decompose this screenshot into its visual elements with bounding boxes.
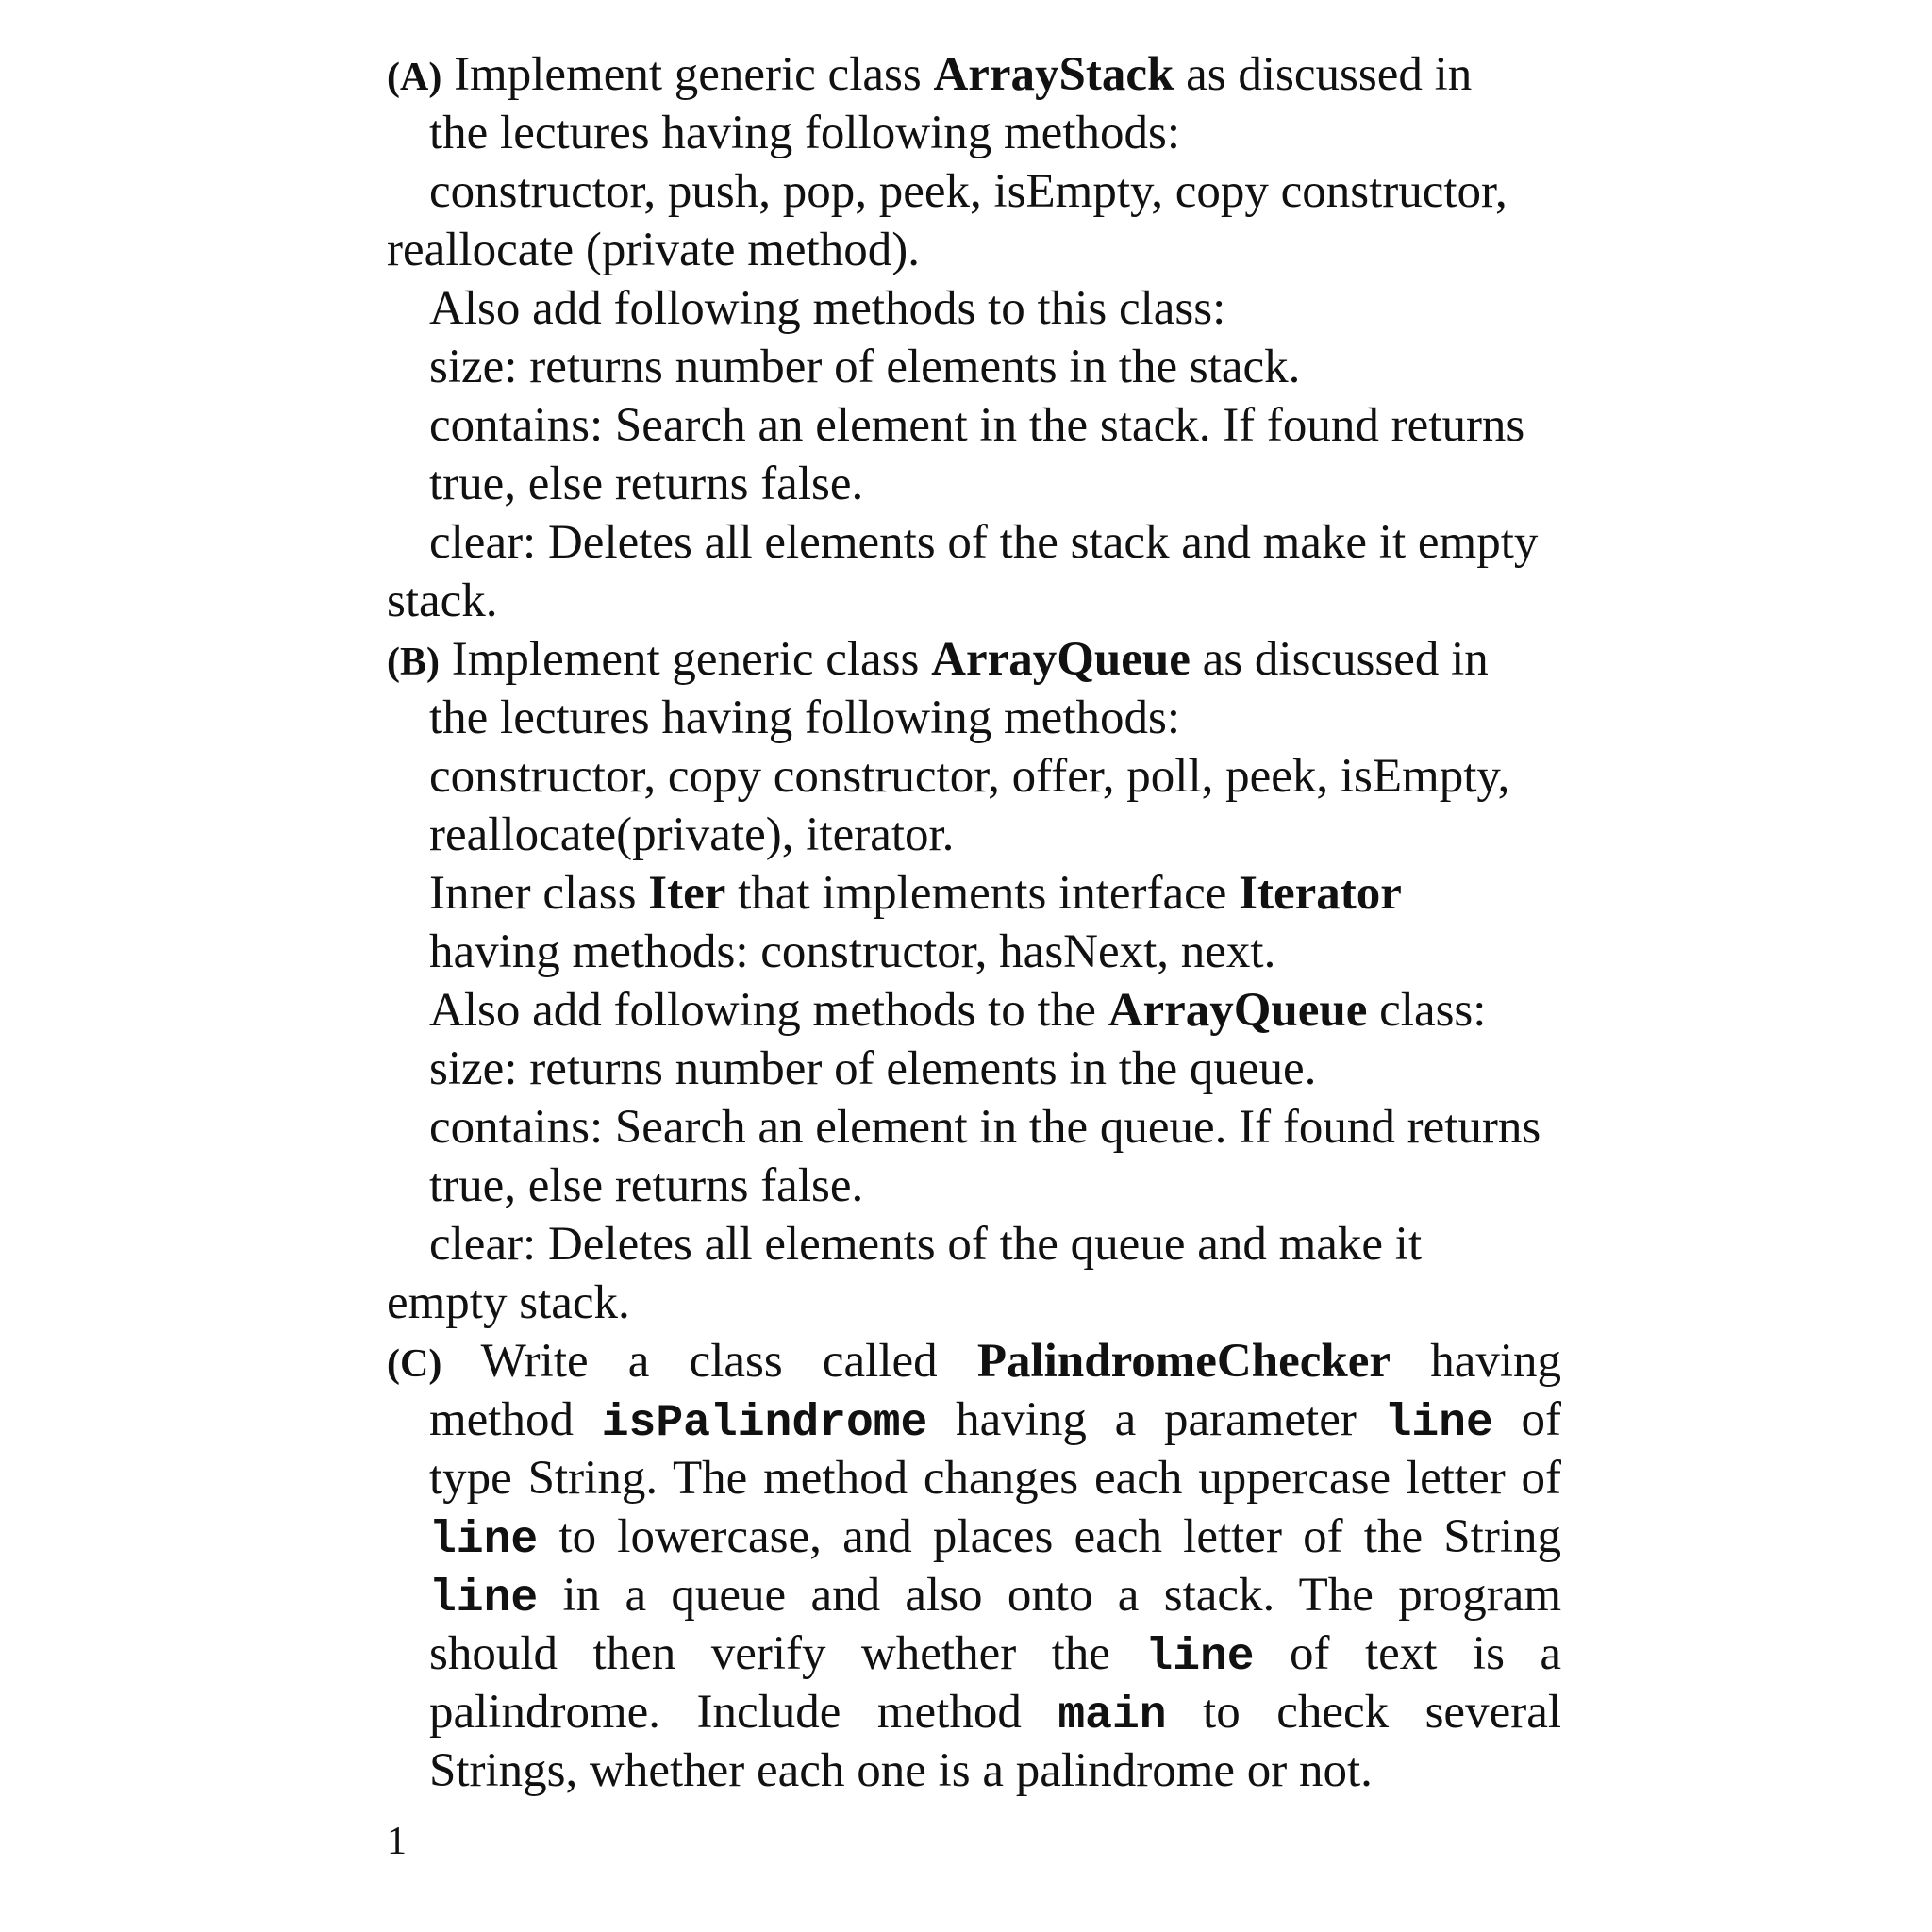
section-c-line-7 xyxy=(387,1683,1561,1741)
section-a-heading xyxy=(387,45,1561,104)
section-b-line-4: reallocate(private), iterator. xyxy=(429,808,955,861)
section-a-line-6: size: returns number of elements in the stack. xyxy=(429,341,1301,393)
section-c-line-4-text: to lowercase, and places each letter of the String xyxy=(538,1510,1561,1563)
section-c-line-5-text: in a queue and also onto a stack. The program xyxy=(538,1569,1561,1622)
section-b-line-7 xyxy=(387,981,1561,1040)
palindromechecker-class-name: PalindromeChecker xyxy=(976,1335,1391,1388)
line-param-ref: line xyxy=(1145,1632,1255,1683)
section-a-line-5: Also add following methods to this class: xyxy=(429,282,1226,335)
line-param-ref: line xyxy=(429,1574,539,1624)
section-b-line-6: having methods: constructor, hasNext, next. xyxy=(429,925,1276,978)
section-c-line-2-mid: having a parameter xyxy=(927,1393,1385,1446)
section-c-line-2-text: method xyxy=(429,1393,602,1446)
section-c-line-5 xyxy=(387,1566,1561,1624)
section-b-line-12: empty stack. xyxy=(387,1276,630,1329)
section-a-intro-text: Implement generic class xyxy=(441,48,934,101)
section-a-line-4: reallocate (private method). xyxy=(387,224,920,276)
section-c-line-4 xyxy=(387,1507,1561,1566)
section-b-line-8: size: returns number of elements in the queue. xyxy=(429,1042,1317,1095)
section-c-line-6-tail: of text is a xyxy=(1254,1627,1561,1680)
section-b-line-7-text: Also add following methods to the xyxy=(429,984,1108,1037)
main-method-name: main xyxy=(1058,1690,1167,1741)
line-param-name: line xyxy=(1384,1398,1493,1449)
section-c-heading xyxy=(387,1332,1561,1391)
section-b-line-3: constructor, copy constructor, offer, poll, peek, isEmpty, xyxy=(429,750,1510,803)
section-a-line-7: contains: Search an element in the stack. If found returns xyxy=(429,399,1525,452)
section-c-line-6-text: should then verify whether the xyxy=(429,1627,1146,1680)
section-b-line-7-tail: class: xyxy=(1367,984,1487,1037)
section-c-line-3: type String. The method changes each uppercase letter of xyxy=(429,1452,1561,1505)
page-number: 1 xyxy=(387,1820,407,1863)
assignment-text xyxy=(387,45,1561,1800)
section-c-line-7-tail: to check several xyxy=(1166,1686,1561,1739)
section-b-line-2: the lectures having following methods: xyxy=(429,691,1181,744)
arrayqueue-class-name: ArrayQueue xyxy=(931,633,1191,686)
section-a-intro-tail: as discussed in xyxy=(1174,48,1473,101)
section-c-intro-text: Write a class called xyxy=(441,1335,977,1388)
section-b-intro-tail: as discussed in xyxy=(1190,633,1489,686)
section-b-line-9: contains: Search an element in the queue. If found returns xyxy=(429,1101,1541,1154)
section-b-line-5-text: Inner class xyxy=(429,867,649,920)
section-c-line-7-text: palindrome. Include method xyxy=(429,1686,1058,1739)
line-param-ref: line xyxy=(429,1515,539,1566)
section-c-label: (C) xyxy=(387,1342,442,1386)
section-c-intro-tail: having xyxy=(1391,1335,1561,1388)
section-b-intro-text: Implement generic class xyxy=(440,633,932,686)
section-a-line-3: constructor, push, pop, peek, isEmpty, copy constructor, xyxy=(429,165,1507,218)
ispalindrome-method-name: isPalindrome xyxy=(601,1398,928,1449)
section-b-line-11: clear: Deletes all elements of the queue and make it xyxy=(429,1218,1423,1271)
section-c-line-8: Strings, whether each one is a palindrome or not. xyxy=(429,1744,1373,1797)
section-c-line-2-tail: of xyxy=(1492,1393,1561,1446)
section-a-line-2: the lectures having following methods: xyxy=(429,107,1181,159)
arraystack-class-name: ArrayStack xyxy=(933,48,1174,101)
arrayqueue-class-name-ref: ArrayQueue xyxy=(1108,984,1368,1037)
section-a-line-10: stack. xyxy=(387,575,498,627)
section-b-line-10: true, else returns false. xyxy=(429,1159,864,1212)
section-b-label: (B) xyxy=(387,641,440,684)
section-a-line-9: clear: Deletes all elements of the stack and make it empty xyxy=(429,516,1539,569)
section-c-line-2 xyxy=(387,1391,1561,1449)
section-a-label: (A) xyxy=(387,56,442,99)
section-b-line-5 xyxy=(387,864,1561,923)
section-b-line-5-mid: that implements interface xyxy=(725,867,1240,920)
iter-class-name: Iter xyxy=(648,867,726,920)
section-b-heading xyxy=(387,630,1561,689)
section-a-line-8: true, else returns false. xyxy=(429,458,864,510)
section-c-line-6 xyxy=(387,1624,1561,1683)
iterator-interface-name: Iterator xyxy=(1239,867,1402,920)
